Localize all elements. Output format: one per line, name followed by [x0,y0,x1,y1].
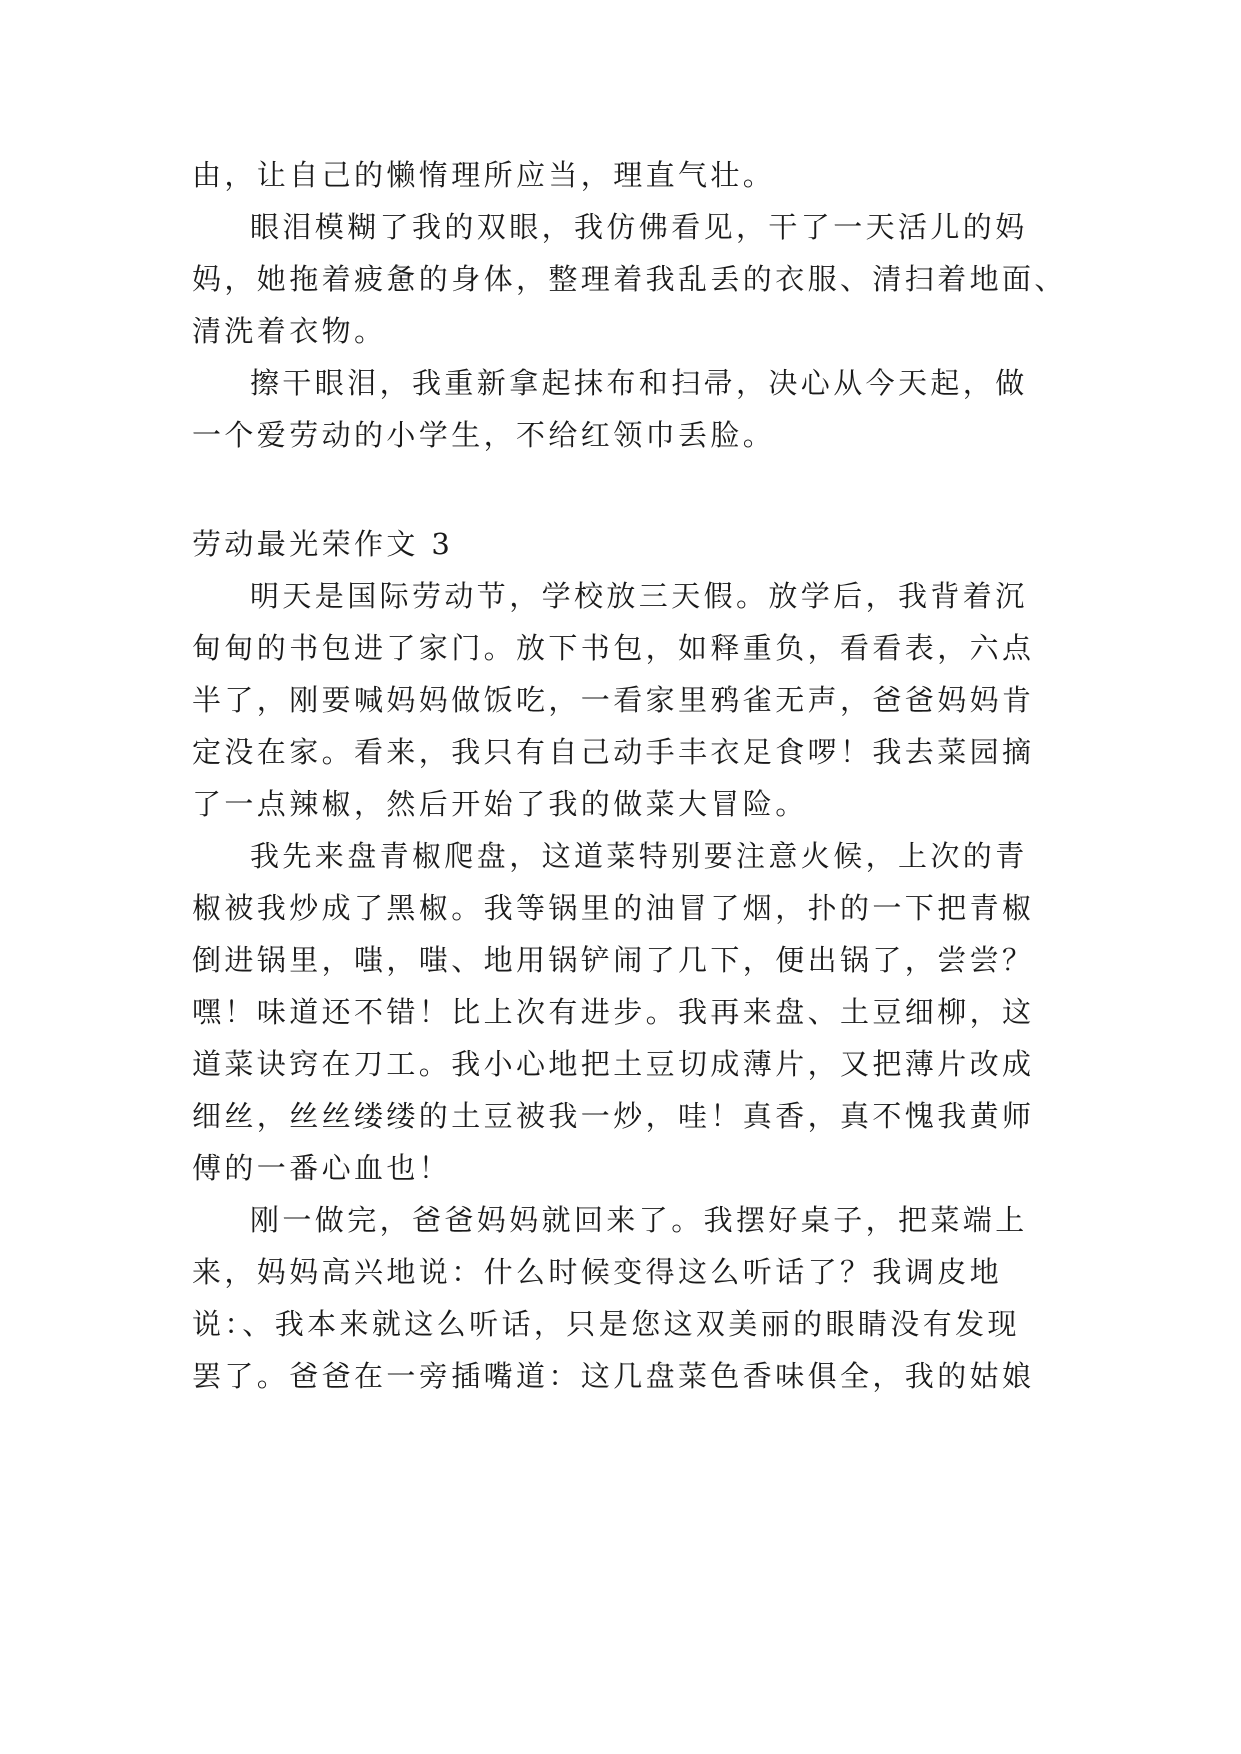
paragraph-line: 来，妈妈高兴地说：什么时候变得这么听话了？我调皮地 [192,1255,1003,1289]
paragraph-line: 椒被我炒成了黑椒。我等锅里的油冒了烟，扑的一下把青椒 [192,891,1035,925]
paragraph-line: 细丝，丝丝缕缕的土豆被我一炒，哇！真香，真不愧我黄师 [192,1099,1035,1133]
paragraph-line: 甸甸的书包进了家门。放下书包，如释重负，看看表，六点 [192,631,1035,665]
paragraph-line: 清洗着衣物。 [192,314,387,348]
section-heading: 劳动最光荣作文 3 [192,527,454,561]
paragraph-line: 明天是国际劳动节，学校放三天假。放学后，我背着沉 [250,579,1028,613]
paragraph-line: 罢了。爸爸在一旁插嘴道：这几盘菜色香味俱全，我的姑娘 [192,1359,1035,1393]
paragraph-line: 眼泪模糊了我的双眼，我仿佛看见，干了一天活儿的妈 [250,210,1028,244]
paragraph-line: 嘿！味道还不错！比上次有进步。我再来盘、土豆细柳，这 [192,995,1035,1029]
paragraph-line: 定没在家。看来，我只有自己动手丰衣足食啰！我去菜园摘 [192,735,1035,769]
paragraph-line: 说：、我本来就这么听话，只是您这双美丽的眼睛没有发现 [192,1307,1020,1341]
paragraph-line: 我先来盘青椒爬盘，这道菜特别要注意火候，上次的青 [250,839,1028,873]
paragraph-line: 一个爱劳动的小学生，不给红领巾丢脸。 [192,418,776,452]
paragraph-line: 半了，刚要喊妈妈做饭吃，一看家里鸦雀无声，爸爸妈妈肯 [192,683,1035,717]
paragraph-line: 擦干眼泪，我重新拿起抹布和扫帚，决心从今天起，做 [250,366,1028,400]
paragraph-line: 妈，她拖着疲惫的身体，整理着我乱丢的衣服、清扫着地面、 [192,262,1067,296]
paragraph-line: 由，让自己的懒惰理所应当，理直气壮。 [192,158,776,192]
paragraph-line: 傅的一番心血也！ [192,1151,452,1185]
paragraph-line: 倒进锅里，嗤，嗤、地用锅铲闹了几下，便出锅了，尝尝？ [192,943,1035,977]
paragraph-line: 道菜诀窍在刀工。我小心地把土豆切成薄片，又把薄片改成 [192,1047,1035,1081]
paragraph-line: 了一点辣椒，然后开始了我的做菜大冒险。 [192,787,808,821]
paragraph-line: 刚一做完，爸爸妈妈就回来了。我摆好桌子，把菜端上 [250,1203,1028,1237]
